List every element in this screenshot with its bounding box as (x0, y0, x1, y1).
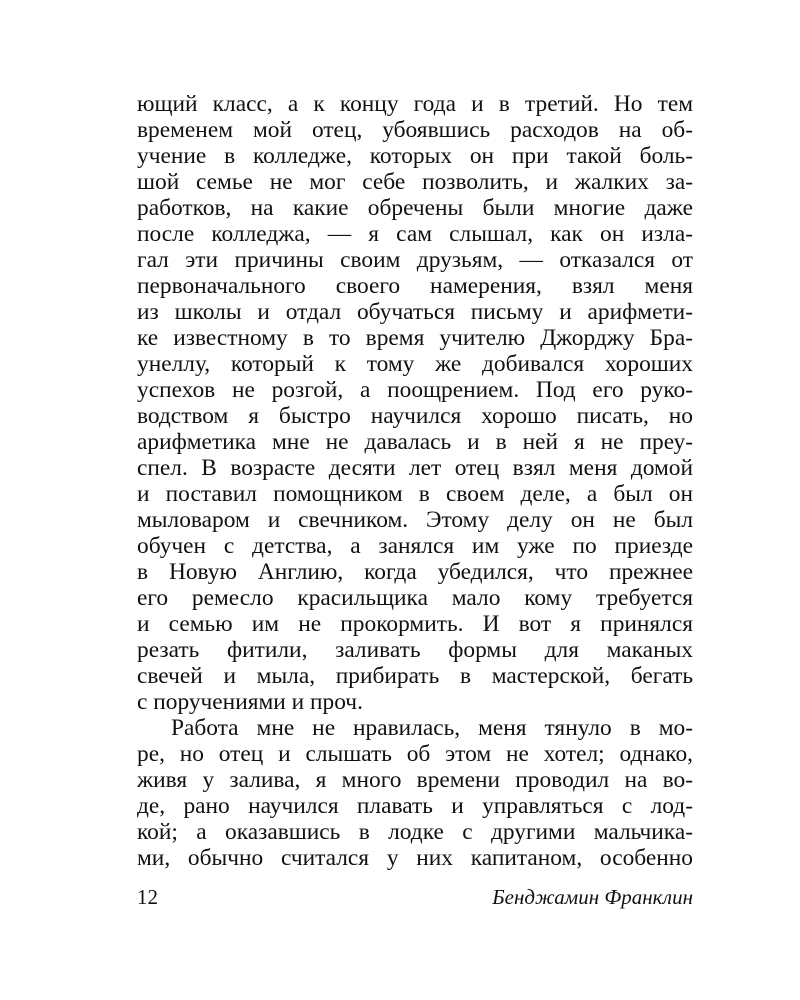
text-line: и поставил помощником в своем деле, а был он (137, 481, 693, 507)
text-line: Работа мне не нравилась, меня тянуло в мо- (171, 715, 693, 741)
text-line: мыловаром и свечником. Этому делу он не был (137, 507, 693, 533)
text-line: работков, на какие обречены были многие даже (137, 195, 693, 221)
text-line: его ремесло красильщика мало кому требуется (137, 585, 693, 611)
text-line: водством я быстро научился хорошо писать, но (137, 403, 693, 429)
text-line: временем мой отец, убоявшись расходов на об- (137, 117, 693, 143)
text-line: первоначального своего намерения, взял меня (137, 273, 693, 299)
text-line: в Новую Англию, когда убедился, что прежнее (137, 559, 693, 585)
text-line: успехов не розгой, а поощрением. Под его руко- (137, 377, 693, 403)
running-title: Бенджамин Франклин (492, 885, 693, 909)
text-line: ке известному в то время учителю Джорджу Бра- (137, 325, 693, 351)
text-line: после колледжа, — я сам слышал, как он изла- (137, 221, 693, 247)
text-line: ми, обычно считался у них капитаном, особенно (137, 845, 693, 871)
text-line: де, рано научился плавать и управляться с лод- (137, 793, 693, 819)
text-line: ре, но отец и слышать об этом не хотел; однако, (137, 741, 693, 767)
text-line: резать фитили, заливать формы для маканых (137, 637, 693, 663)
text-line: ющий класс, а к концу года и в третий. Но тем (137, 91, 693, 117)
text-line: кой; а оказавшись в лодке с другими мальчика- (137, 819, 693, 845)
page-number: 12 (137, 885, 158, 909)
text-line: обучен с детства, а занялся им уже по приезде (137, 533, 693, 559)
text-line: из школы и отдал обучаться письму и арифмети- (137, 299, 693, 325)
text-line: свечей и мыла, прибирать в мастерской, бегать (137, 663, 693, 689)
text-line: живя у залива, я много времени проводил на во- (137, 767, 693, 793)
text-line: унеллу, который к тому же добивался хороших (137, 351, 693, 377)
text-line: и семью им не прокормить. И вот я принялся (137, 611, 693, 637)
text-line: спел. В возрасте десяти лет отец взял меня домой (137, 455, 693, 481)
body-text (137, 91, 693, 871)
text-line: шой семье не мог себе позволить, и жалких за- (137, 169, 693, 195)
page-footer (137, 884, 693, 910)
paragraph-2 (137, 715, 693, 871)
text-line: гал эти причины своим друзьям, — отказался от (137, 247, 693, 273)
text-line: с поручениями и проч. (137, 689, 363, 715)
text-line: арифметика мне не давалась и в ней я не преу- (137, 429, 693, 455)
paragraph-1 (137, 91, 693, 715)
text-line: учение в колледже, которых он при такой боль- (137, 143, 693, 169)
